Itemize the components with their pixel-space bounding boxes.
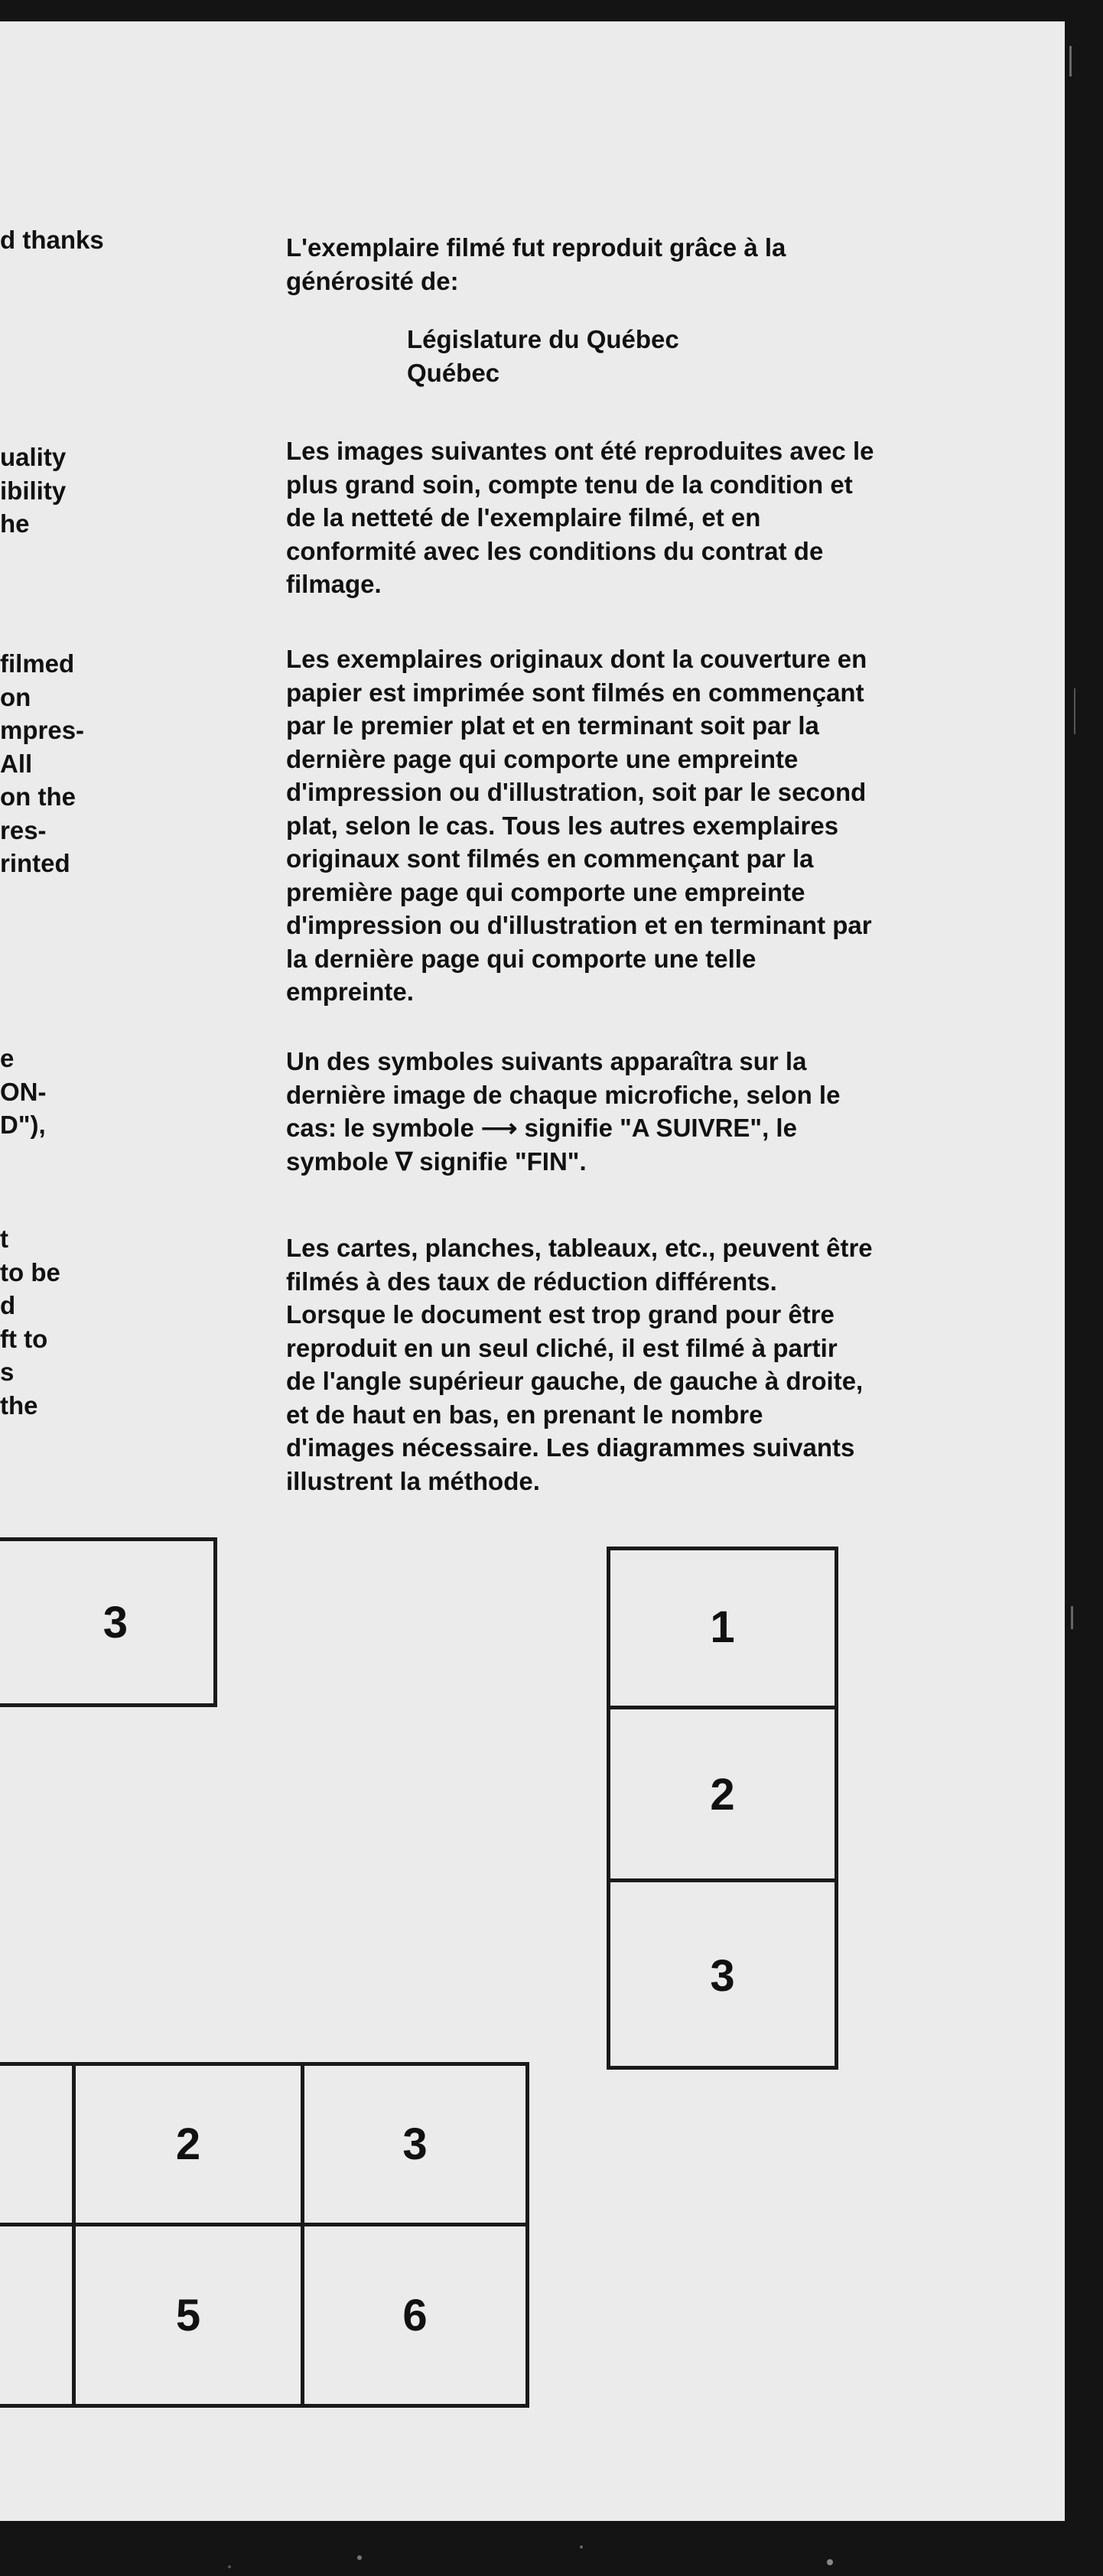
fragment-line: res- [0,815,47,844]
text-line: plus grand soin, compte tenu de la condition et [286,470,853,499]
text-line: de l'angle supérieur gauche, de gauche à droite, [286,1367,864,1395]
text-line [286,1145,1036,1179]
text-run: symbole [286,1147,396,1176]
text-line: papier est imprimée sont filmés en commençant [286,678,864,707]
text-line: originaux sont filmés en commençant par la [286,844,814,873]
fragment-line: t [0,1225,8,1253]
grid-cell-3 [304,2066,525,2223]
fragment-line: filmed [0,649,75,678]
fragment-line: to be [0,1257,60,1286]
text-run: signifie "FIN". [412,1147,587,1176]
left-fragment-1 [0,223,104,257]
arrow-icon: ⟶ [480,1114,518,1142]
box-number: 3 [102,1597,128,1647]
text-line: illustrent la méthode. [286,1466,540,1495]
scanned-page [0,21,1065,2521]
cell-number: 1 [710,1602,735,1652]
left-fragment-2 [0,441,66,541]
fragment-line: the [0,1390,38,1420]
text-line: d'images nécessaire. Les diagrammes suivants [286,1433,855,1462]
fragment-line: on the [0,782,76,811]
text-line: générosité de: [286,266,459,295]
text-line: d'impression ou d'illustration, soit par le second [286,778,867,806]
text-line: Les exemplaires originaux dont la couverture en [286,645,867,673]
triangle-down-icon: ∇ [395,1147,413,1176]
text-line: Les cartes, planches, tableaux, etc., peuvent être [286,1234,873,1262]
fragment-line: mpres- [0,716,85,744]
text-line: et de haut en bas, en prenant le nombre [286,1400,763,1429]
partial-box [0,1537,217,1707]
text-line [286,1111,1036,1145]
text-line: la dernière page qui comporte une telle [286,944,756,973]
cell-number: 3 [402,2119,428,2169]
left-fragment-5 [0,1222,60,1422]
text-line: reproduit en un seul cliché, il est filmé à partir [286,1333,838,1362]
cell-number: 5 [175,2290,201,2340]
fragment-line: rinted [0,849,70,877]
fragment-line: ft to [0,1324,48,1353]
text-line: Lorsque le document est trop grand pour être [286,1300,835,1329]
library-name [407,323,1103,389]
text-run: cas: le symbole [286,1114,481,1142]
text-line: Québec [407,358,500,387]
text-line: filmés à des taux de réduction différents. [286,1267,777,1296]
fragment-line: e [0,1044,15,1072]
quality-paragraph [286,434,1036,601]
fragment-line: All [0,749,33,778]
text-line: par le premier plat et en terminant soit par la [286,711,819,740]
left-fragment-4 [0,1042,47,1142]
fragment-line: ibility [0,476,67,505]
cell-number: 2 [175,2119,201,2169]
text-line: dernière image de chaque microfiche, selon le [286,1080,841,1109]
maps-paragraph [286,1231,1036,1498]
intro-paragraph [286,231,1036,298]
fragment-line: he [0,509,30,538]
text-line: première page qui comporte une empreinte [286,877,805,906]
fragment-line: d thanks [0,226,104,254]
text-line: Un des symboles suivants apparaîtra sur la [286,1047,807,1075]
fragment-line: ON- [0,1077,47,1106]
stack-cell-2 [607,1709,838,1880]
fragment-line: d [0,1291,16,1319]
cell-number: 3 [710,1950,735,2001]
grid-cell-2 [76,2066,301,2223]
text-line: dernière page qui comporte une empreinte [286,744,799,773]
text-line: L'exemplaire filmé fut reproduit grâce à la [286,233,786,262]
text-line: plat, selon le cas. Tous les autres exemplaires [286,811,839,840]
text-run: signifie "A SUIVRE", le [517,1114,797,1142]
symbols-paragraph [286,1045,1036,1178]
stack-cell-3 [607,1882,838,2070]
cell-number: 6 [402,2290,428,2340]
text-line: empreinte. [286,977,414,1006]
left-fragment-3 [0,647,84,880]
grid-cell-6 [304,2226,525,2404]
fragment-line: D"), [0,1111,46,1139]
originals-paragraph [286,642,1036,1009]
fragment-line: on [0,682,31,711]
fragment-line: s [0,1358,15,1386]
grid-cell-5 [76,2226,301,2404]
stack-cell-1 [607,1547,838,1707]
fragment-line: uality [0,443,67,471]
text-line: filmage. [286,570,382,598]
cell-number: 2 [710,1769,735,1820]
text-line: Les images suivantes ont été reproduites avec le [286,437,874,465]
text-line: de la netteté de l'exemplaire filmé, et en [286,503,761,532]
text-line: conformité avec les conditions du contrat de [286,536,824,565]
text-line: d'impression ou d'illustration et en terminant par [286,911,872,939]
text-line: Législature du Québec [407,325,679,353]
